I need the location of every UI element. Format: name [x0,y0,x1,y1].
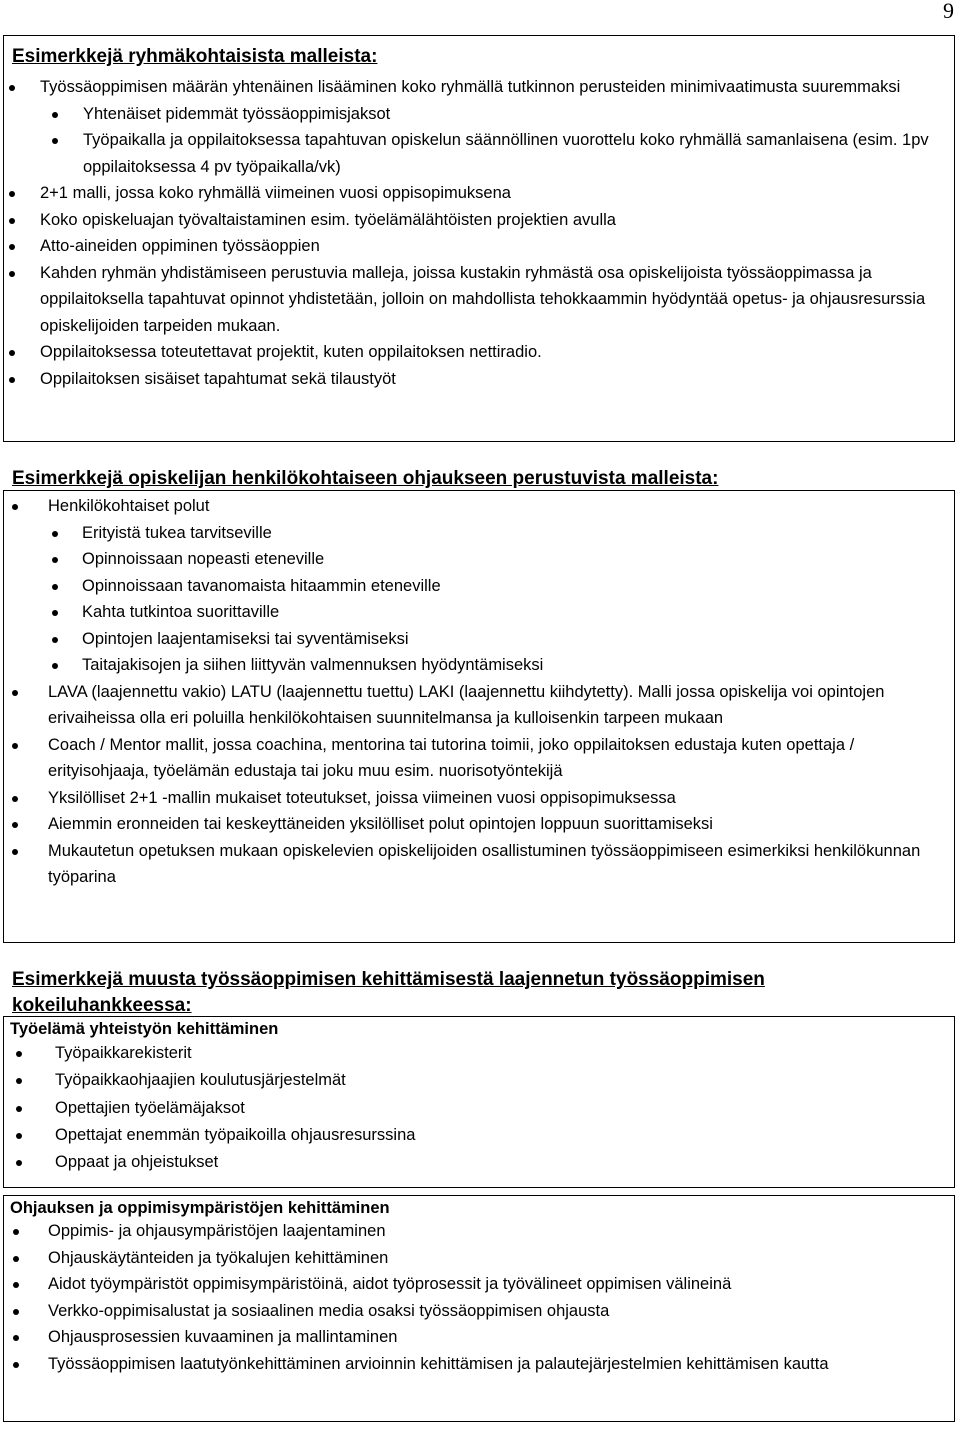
list-item: Oppilaitoksen sisäiset tapahtumat sekä tilaustyöt [40,366,945,393]
group-models-heading: Esimerkkejä ryhmäkohtaisista malleista: [12,46,378,67]
list-item: Opettajat enemmän työpaikoilla ohjausresurssina [55,1122,935,1149]
list-item: Oppaat ja ohjeistukset [55,1149,935,1176]
list-item: Erityistä tukea tarvitseville [48,520,938,547]
list-item: Oppimis- ja ohjausympäristöjen laajentaminen [48,1218,938,1245]
list-item: Koko opiskeluajan työvaltaistaminen esim. työelämälähtöisten projektien avulla [40,207,945,234]
list-item: Työssäoppimisen määrän yhtenäinen lisääminen koko ryhmällä tutkinnon perusteiden minimivaatimusta suuremmaksi [40,74,945,101]
list-item: Henkilökohtaiset polut [48,493,938,520]
list-item: Yksilölliset 2+1 -mallin mukaiset toteutukset, joissa viimeinen vuosi oppisopimuksessa [48,785,938,812]
list-item: Työssäoppimisen laatutyönkehittäminen arvioinnin kehittämisen ja palautejärjestelmien kehittämisen kautta [48,1351,938,1378]
list-item: Aidot työympäristöt oppimisympäristöinä, aidot työprosessit ja työvälineet oppimisen välineinä [48,1271,938,1298]
list-item: Yhtenäiset pidemmät työssäoppimisjaksot [40,101,945,128]
list-item: Coach / Mentor mallit, jossa coachina, mentorina tai tutorina toimii, joko oppilaitoksen edustaja kuten opettaja / erityisohjaaja, työelämän edustaja tai joku muu esim. nuorisotyöntekijä [48,732,938,785]
development-heading: Esimerkkejä muusta työssäoppimisen kehittämisestä laajennetun työssäoppimisen kokeiluhankkeessa: [12,969,765,1016]
guidance-list [48,1218,938,1377]
list-item: Ohjausprosessien kuvaaminen ja mallintaminen [48,1324,938,1351]
list-item: Työpaikkaohjaajien koulutusjärjestelmät [55,1067,935,1094]
worklife-subheading: Työelämä yhteistyön kehittäminen [10,1020,279,1038]
page-number: 9 [943,0,954,23]
list-item: Opintojen laajentamiseksi tai syventämiseksi [48,626,938,653]
list-item: Opinnoissaan tavanomaista hitaammin eteneville [48,573,938,600]
list-item: 2+1 malli, jossa koko ryhmällä viimeinen vuosi oppisopimuksena [40,180,945,207]
list-item: LAVA (laajennettu vakio) LATU (laajennettu tuettu) LAKI (laajennettu kiihdytetty). Malli jossa opiskelija voi opintojen erivaiheissa olla eri poluilla henkilökohtaisen suunnitelmansa ja kulloisenkin tarpeen mukaan [48,679,938,732]
list-item: Työpaikkarekisterit [55,1040,935,1067]
group-models-list [40,74,945,392]
guidance-subheading: Ohjauksen ja oppimisympäristöjen kehittäminen [10,1199,390,1217]
individual-models-heading: Esimerkkejä opiskelijan henkilökohtaiseen ohjaukseen perustuvista malleista: [12,468,719,489]
individual-models-list [48,493,938,891]
list-item: Verkko-oppimisalustat ja sosiaalinen media osaksi työssäoppimisen ohjausta [48,1298,938,1325]
list-item: Atto-aineiden oppiminen työssäoppien [40,233,945,260]
list-item: Opettajien työelämäjaksot [55,1095,935,1122]
list-item: Kahta tutkintoa suorittaville [48,599,938,626]
list-item: Oppilaitoksessa toteutettavat projektit, kuten oppilaitoksen nettiradio. [40,339,945,366]
list-item: Mukautetun opetuksen mukaan opiskelevien opiskelijoiden osallistuminen työssäoppimiseen esimerkiksi henkilökunnan työparina [48,838,938,891]
list-item: Opinnoissaan nopeasti eteneville [48,546,938,573]
worklife-list [55,1040,935,1176]
list-item: Taitajakisojen ja siihen liittyvän valmennuksen hyödyntämiseksi [48,652,938,679]
list-item: Ohjauskäytänteiden ja työkalujen kehittäminen [48,1245,938,1272]
list-item: Työpaikalla ja oppilaitoksessa tapahtuvan opiskelun säännöllinen vuorottelu koko ryhmällä samanlaisena (esim. 1pv oppilaitoksessa 4 pv työpaikalla/vk) [40,127,945,180]
list-item: Kahden ryhmän yhdistämiseen perustuvia malleja, joissa kustakin ryhmästä osa opiskelijoista työssäoppimassa ja oppilaitoksella tapahtuvat opinnot yhdistetään, jolloin on mahdollista tehokkaammin hyödyntää opetus- ja ohjausresurssia opiskelijoiden tarpeiden mukaan. [40,260,945,340]
list-item: Aiemmin eronneiden tai keskeyttäneiden yksilölliset polut opintojen loppuun suorittamiseksi [48,811,938,838]
